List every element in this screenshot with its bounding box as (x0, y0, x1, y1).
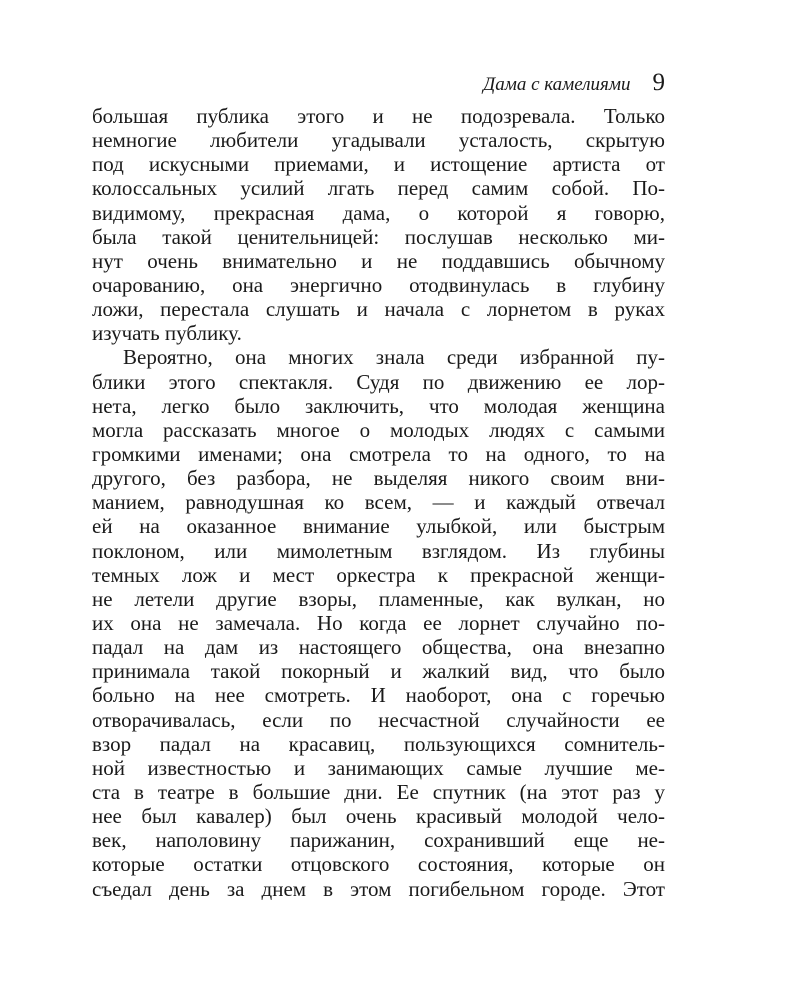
text-line: съедал день за днем в этом погибельном городе. Этот (92, 876, 665, 901)
text-line: немногие любители угадывали усталость, скрытую (92, 128, 665, 153)
paragraph (92, 345, 665, 900)
text-line: поклоном, или мимолетным взглядом. Из глубины (92, 538, 665, 563)
page-number: 9 (652, 69, 665, 96)
text-line: блики этого спектакля. Судя по движению ее лор- (92, 369, 665, 394)
body-text (92, 104, 665, 901)
text-line: могла рассказать многое о молодых людях с самыми (92, 417, 665, 442)
text-line: ста в театре в большие дни. Ее спутник (на этот раз у (92, 779, 665, 804)
text-line: их она не замечала. Но когда ее лорнет случайно по- (92, 610, 665, 635)
text-line: ной известностью и занимающих самые лучшие ме- (92, 755, 665, 780)
text-line: видимому, прекрасная дама, о которой я говорю, (92, 200, 665, 225)
text-line: нета, легко было заключить, что молодая женщина (92, 393, 665, 418)
text-line: колоссальных усилий лгать перед самим собой. По- (92, 176, 665, 201)
text-line: изучать публику. (92, 321, 242, 346)
text-line: под искусными приемами, и истощение артиста от (92, 152, 665, 177)
text-line: нее был кавалер) был очень красивый молодой чело- (92, 804, 665, 829)
text-line: не летели другие взоры, пламенные, как вулкан, но (92, 586, 665, 611)
text-line: большая публика этого и не подозревала. Только (92, 104, 665, 128)
text-line: была такой ценительницей: послушав несколько ми- (92, 224, 665, 249)
text-line: падал на дам из настоящего общества, она внезапно (92, 635, 665, 660)
text-line: темных лож и мест оркестра к прекрасной женщи- (92, 562, 665, 587)
text-line: век, наполовину парижанин, сохранивший еще не- (92, 828, 665, 853)
text-line: ей на оказанное внимание улыбкой, или быстрым (92, 514, 665, 539)
text-line: принимала такой покорный и жалкий вид, что было (92, 659, 665, 684)
text-line: очарованию, она энергично отодвинулась в глубину (92, 272, 665, 297)
running-head (92, 68, 665, 101)
text-line: взор падал на красавиц, пользующихся сомнитель- (92, 731, 665, 756)
text-line: отворачивалась, если по несчастной случайности ее (92, 707, 665, 732)
text-line: другого, без разбора, не выделяя никого своим вни- (92, 466, 665, 491)
paragraph (92, 104, 665, 345)
text-line: больно на нее смотреть. И наоборот, она с горечью (92, 683, 665, 708)
running-title: Дама с камелиями (483, 74, 631, 95)
text-line: которые остатки отцовского состояния, которые он (92, 852, 665, 877)
text-line: Вероятно, она многих знала среди избранной пу- (123, 345, 665, 370)
text-line: ложи, перестала слушать и начала с лорнетом в руках (92, 297, 665, 322)
text-line: нут очень внимательно и не поддавшись обычному (92, 248, 665, 273)
text-line: громкими именами; она смотрела то на одного, то на (92, 441, 665, 466)
text-line: манием, равнодушная ко всем, — и каждый отвечал (92, 490, 665, 515)
